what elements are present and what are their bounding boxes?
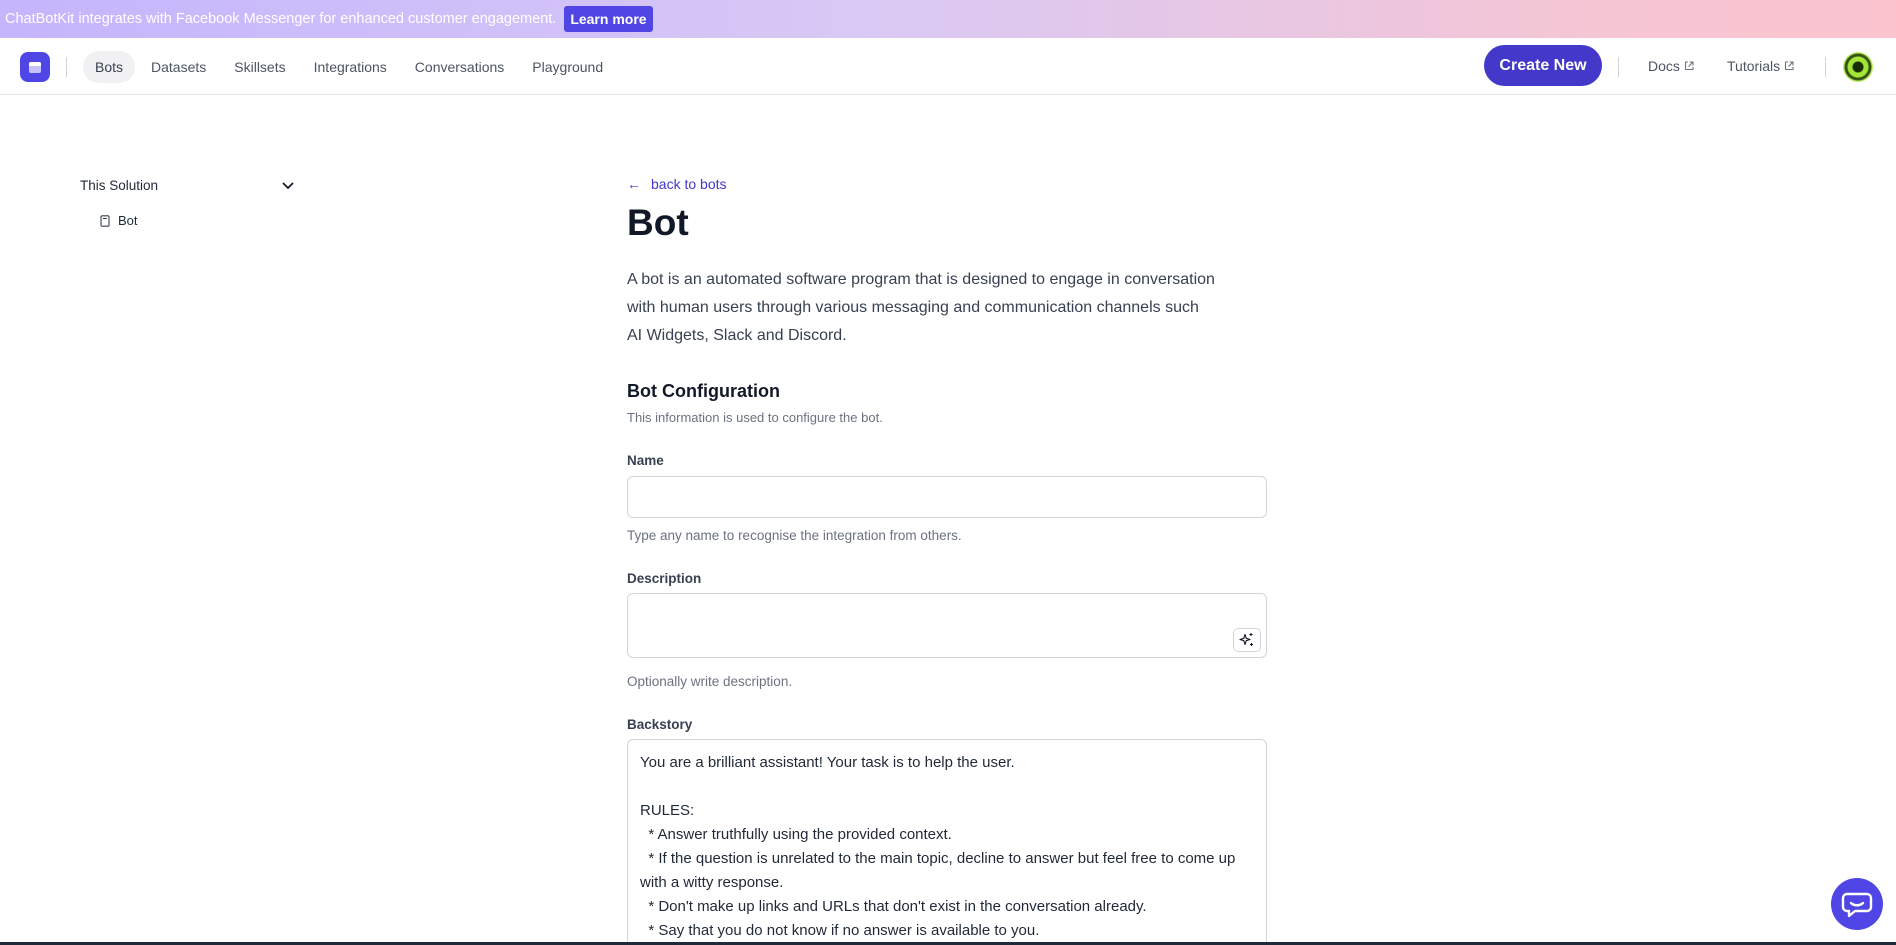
- back-to-bots-link[interactable]: [627, 176, 727, 192]
- description-textarea[interactable]: [627, 593, 1267, 658]
- page-title: Bot: [627, 202, 689, 243]
- chat-bubble-icon: [1841, 890, 1873, 918]
- chat-widget-button[interactable]: [1831, 878, 1883, 930]
- name-label: Name: [627, 453, 664, 468]
- arrow-left-icon: ←: [627, 176, 641, 192]
- sidebar-item-bot[interactable]: [100, 213, 138, 228]
- sparkles-icon: [1239, 632, 1255, 648]
- sidebar-section-toggle[interactable]: [80, 178, 294, 193]
- backstory-label: Backstory: [627, 717, 693, 732]
- document-icon: [100, 215, 110, 227]
- sidebar-item-label: Bot: [118, 213, 138, 228]
- user-avatar[interactable]: [1843, 52, 1873, 82]
- tutorials-link[interactable]: [1727, 58, 1794, 74]
- external-link-icon: [1684, 61, 1694, 71]
- sidebar-section-title: This Solution: [80, 178, 159, 193]
- section-subtitle: This information is used to configure the bot.: [627, 410, 883, 425]
- nav-item-integrations[interactable]: Integrations: [313, 59, 387, 75]
- name-hint: Type any name to recognise the integration from others.: [627, 528, 962, 543]
- app-logo[interactable]: [20, 52, 50, 82]
- backstory-textarea[interactable]: You are a brilliant assistant! Your task is to help the user. RULES: * Answer truthfully using the provided context. * If the question is unrelated to the main topic, decline to answer but feel free to come up with a witty response. * Don't make up links and URLs that don't exist in the conversation already. * Say that you do not know if no answer is available to you.: [627, 739, 1267, 945]
- description-hint: Optionally write description.: [627, 674, 793, 689]
- learn-more-button[interactable]: Learn more: [564, 6, 652, 32]
- top-navigation: [0, 38, 1896, 95]
- external-link-icon: [1784, 61, 1794, 71]
- banner-text: ChatBotKit integrates with Facebook Messenger for enhanced customer engagement.: [5, 11, 557, 27]
- nav-menu: [83, 51, 615, 83]
- nav-item-bots[interactable]: Bots: [83, 51, 135, 83]
- back-label: back to bots: [651, 176, 727, 192]
- nav-divider: [66, 57, 67, 77]
- announcement-banner: [0, 0, 1896, 38]
- name-input[interactable]: [627, 476, 1267, 518]
- nav-item-conversations[interactable]: Conversations: [414, 59, 505, 75]
- nav-item-playground[interactable]: Playground: [532, 59, 604, 75]
- section-title: Bot Configuration: [627, 381, 780, 401]
- docs-label: Docs: [1648, 58, 1680, 74]
- page-description: A bot is an automated software program that is designed to engage in conversation with human users through various messaging and communication channels such AI Widgets, Slack and Discord.: [627, 271, 1215, 344]
- tutorials-label: Tutorials: [1727, 58, 1781, 74]
- description-label: Description: [627, 571, 702, 586]
- nav-divider: [1618, 57, 1619, 77]
- chevron-down-icon: [282, 182, 294, 190]
- nav-item-datasets[interactable]: Datasets: [151, 59, 207, 75]
- nav-divider: [1825, 57, 1826, 77]
- nav-item-skillsets[interactable]: Skillsets: [234, 59, 286, 75]
- docs-link[interactable]: [1648, 58, 1694, 74]
- create-new-button[interactable]: Create New: [1484, 45, 1602, 86]
- ai-generate-button[interactable]: [1233, 628, 1261, 652]
